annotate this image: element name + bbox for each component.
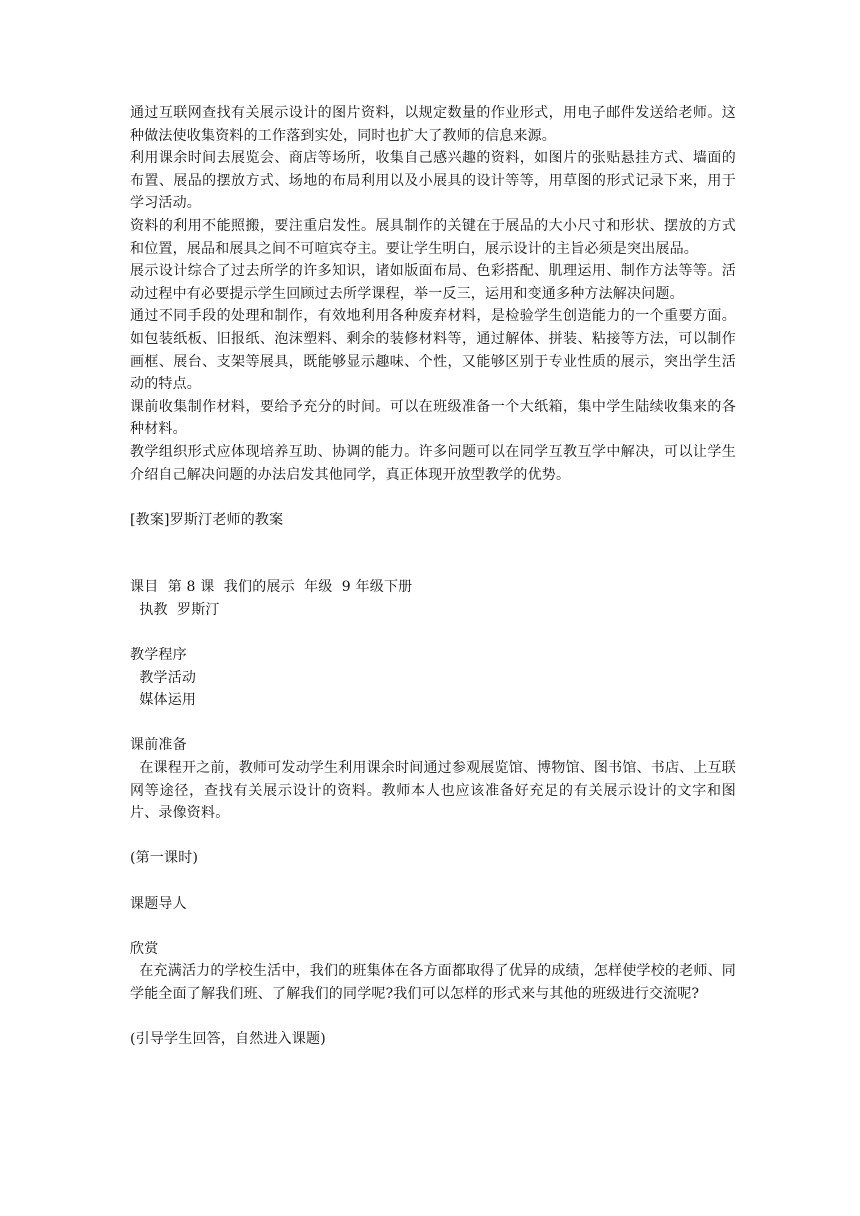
course-info-line: 课目 第 8 课 我们的展示 年级 9 年级下册 [130,579,413,596]
procedure-item-media: 媒体运用 [130,692,197,709]
spacer [130,870,736,893]
intro-paragraph-7: 教学组织形式应体现培养互助、协调的能力。许多问题可以在同学互教互学中解决，可以让学生介绍自己解决问题的办法启发其他同学，真正体现开放型教学的优势。 [130,443,736,483]
spacer [130,712,736,735]
appreciate-heading: 欣赏 [130,940,159,957]
lesson-plan-title: [教案]罗斯汀老师的教案 [130,511,284,528]
appreciate-text: 在充满活力的学校生活中，我们的班集体在各方面都取得了优异的成绩，怎样使学校的老师、同学能全面了解我们班、了解我们的同学呢?我们可以怎样的形式来与其他的班级进行交流呢? [130,963,736,1002]
spacer [130,531,736,576]
spacer [130,486,736,509]
intro-heading: 课题导人 [130,895,187,912]
procedure-item-activities: 教学活动 [130,669,197,686]
intro-paragraph-5: 通过不同手段的处理和制作，有效地利用各种废弃材料，是检验学生创造能力的一个重要方面。如包装纸板、旧报纸、泡沫塑料、剩余的装修材料等，通过解体、拼装、粘接等方法，可以制作画框、展台、支架等展具，既能够显示趣味、个性，又能够区别于专业性质的展示，突出学生活动的特点。 [130,308,736,393]
prep-heading: 课前准备 [130,737,187,754]
procedure-heading: 教学程序 [130,647,187,664]
intro-paragraph-3: 资料的利用不能照搬，要注重启发性。展具制作的关键在于展品的大小尺寸和形状、摆放的方式和位置，展品和展具之间不可喧宾夺主。要让学生明白，展示设计的主旨必须是突出展品。 [130,217,736,257]
intro-paragraph-1: 通过互联网查找有关展示设计的图片资料，以规定数量的作业形式，用电子邮件发送给老师。这种做法使收集资料的工作落到实处，同时也扩大了教师的信息来源。 [130,105,736,144]
prep-text: 在课程开之前，教师可发动学生利用课余时间通过参观展览馆、博物馆、图书馆、书店、上互联网等途径，查找有关展示设计的资料。教师本人也应该准备好充足的有关展示设计的文字和图片、录像资料。 [130,760,736,822]
guide-note: (引导学生回答，自然进入课题) [130,1031,326,1048]
intro-paragraph-6: 课前收集制作材料，要给予充分的时间。可以在班级准备一个大纸箱，集中学生陆续收集来的各种材料。 [130,398,736,438]
document-page [130,102,736,1051]
spacer [130,1006,736,1029]
session-label: (第一课时) [130,850,199,867]
intro-paragraph-4: 展示设计综合了过去所学的许多知识，诸如版面布局、色彩搭配、肌理运用、制作方法等等。活动过程中有必要提示学生回顾过去所学课程，举一反三，运用和变通多种方法解决问题。 [130,263,736,302]
intro-paragraph-2: 利用课余时间去展览会、商店等场所，收集自己感兴趣的资料，如图片的张贴悬挂方式、墙面的布置、展品的摆放方式、场地的布局利用以及小展具的设计等等，用草图的形式记录下来，用于学习活动。 [130,150,736,212]
teacher-line: 执教 罗斯汀 [130,601,220,618]
spacer [130,621,736,644]
spacer [130,915,736,938]
spacer [130,825,736,848]
